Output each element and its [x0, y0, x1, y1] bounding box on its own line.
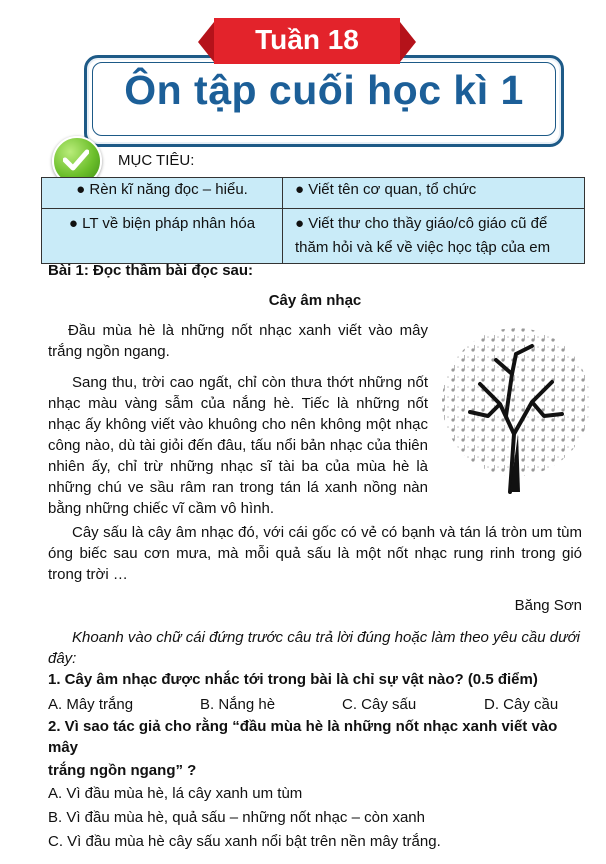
table-row: [42, 209, 585, 264]
paragraph-3: Cây sấu là cây âm nhạc đó, với cái gốc có vẻ có bạnh và tán lá tròn um tùm óng biếc sau cơn mưa, mà mỗi quả sấu là một nốt nhạc rung rinh trong gió trong trời …: [48, 524, 582, 583]
q1-option-a[interactable]: A. Mây trắng: [48, 696, 134, 713]
question-2-line-1: 2. Vì sao tác giả cho rằng “đầu mùa hè là những nốt nhạc xanh viết vào mây: [48, 718, 558, 756]
paragraph-2: Sang thu, trời cao ngất, chỉ còn thưa thớt những nốt nhạc màu vàng sẫm của nắng hè. Tiếc là những nốt nhạc ấy không viết vào khuông cho nên không một nhạc công nào, dù tài giỏi đến đâu, tấu nổi bản nhạc của thiên nhiên ấy, chỉ trừ những nhạc sĩ tài ba của mùa hè là những chú ve sầu râm ran trong tán lá xanh nồng nàn bằng những chiếc vĩ cầm vô hình.: [48, 374, 428, 517]
objective-text: Viết tên cơ quan, tổ chức: [308, 181, 477, 198]
objective-text: LT về biện pháp nhân hóa: [82, 215, 256, 232]
banner-fold-right: [400, 22, 416, 62]
week-label: Tuần 18: [255, 24, 359, 55]
author: Băng Sơn: [514, 597, 582, 614]
q2-option-c[interactable]: C. Vì đầu mùa hè cây sấu xanh nổi bật trên nền mây trắng.: [48, 833, 441, 850]
table-cell: ● Viết tên cơ quan, tổ chức: [283, 178, 585, 209]
table-row: [42, 178, 585, 209]
banner-fold-left: [198, 22, 214, 62]
page-title: Ôn tập cuối học kì 1: [124, 67, 524, 113]
music-tree-illustration: [440, 324, 590, 494]
table-cell: ● Viết thư cho thầy giáo/cô giáo cũ để thăm hỏi và kể về việc học tập của em: [283, 209, 585, 264]
table-cell: ● Rèn kĩ năng đọc – hiểu.: [42, 178, 283, 209]
question-2-line-2: trắng ngồn ngang” ?: [48, 762, 197, 779]
q1-option-c[interactable]: C. Cây sấu: [342, 696, 417, 713]
objectives-label: MỤC TIÊU:: [118, 152, 195, 169]
paragraph-1: Đầu mùa hè là những nốt nhạc xanh viết vào mây trắng ngồn ngang.: [48, 322, 428, 360]
q1-option-b[interactable]: B. Nắng hè: [200, 696, 276, 713]
table-cell: ● LT về biện pháp nhân hóa: [42, 209, 283, 264]
q2-option-a[interactable]: A. Vì đầu mùa hè, lá cây xanh um tùm: [48, 785, 303, 802]
instruction: Khoanh vào chữ cái đứng trước câu trả lời đúng hoặc làm theo yêu cầu dưới đây:: [48, 629, 581, 667]
exercise-heading: Bài 1: Đọc thầm bài đọc sau:: [48, 262, 254, 279]
objective-text: Rèn kĩ năng đọc – hiểu.: [89, 181, 248, 198]
objectives-table: [41, 177, 585, 264]
question-1: 1. Cây âm nhạc được nhắc tới trong bài là chỉ sự vật nào? (0.5 điểm): [48, 671, 538, 688]
objective-text: Viết thư cho thầy giáo/cô giáo cũ để thăm hỏi và kể về việc học tập của em: [295, 215, 551, 256]
q2-option-b[interactable]: B. Vì đầu mùa hè, quả sấu – những nốt nhạc – còn xanh: [48, 809, 425, 826]
q1-option-d[interactable]: D. Cây cầu: [484, 696, 559, 713]
poem-title: Cây âm nhạc: [268, 292, 362, 309]
